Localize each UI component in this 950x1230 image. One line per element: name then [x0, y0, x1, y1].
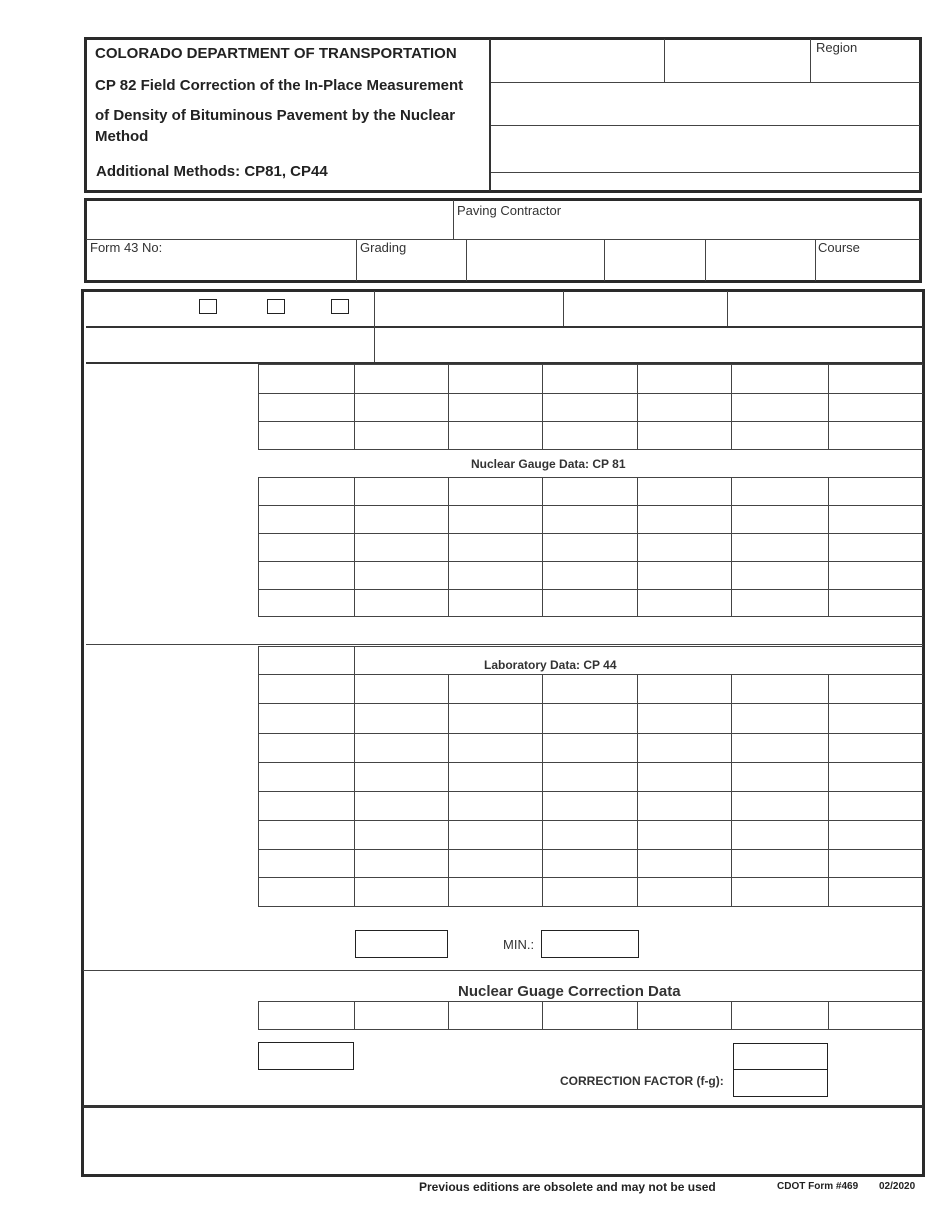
grid-row-line	[258, 820, 923, 821]
correction-factor-box[interactable]	[733, 1069, 828, 1097]
grid-col-line	[731, 674, 732, 906]
header-field-divider-2	[810, 39, 811, 82]
checkbox-row-line	[86, 326, 923, 328]
header-field-divider-1	[664, 39, 665, 82]
region-label: Region	[816, 40, 858, 55]
grid-col-line	[258, 1001, 259, 1029]
grid-col-line	[542, 364, 543, 449]
info-divider-1	[563, 291, 564, 326]
additional-methods: Additional Methods: CP81, CP44	[96, 163, 328, 180]
project-divider-2	[466, 239, 467, 281]
form-revision: 02/2020	[879, 1181, 916, 1192]
correction-heading: Nuclear Guage Correction Data	[458, 983, 681, 1000]
grid-row-line	[258, 674, 923, 675]
info-divider-2	[727, 291, 728, 326]
grid-row-line	[258, 421, 923, 422]
contractor-divider	[453, 200, 454, 239]
grid-row-line	[258, 477, 923, 478]
grid-row-line	[258, 1001, 923, 1002]
grid-col-line	[828, 364, 829, 449]
min-label: MIN.:	[503, 937, 535, 952]
obsolete-notice: Previous editions are obsolete and may not be used	[419, 1180, 716, 1194]
grading-label: Grading	[360, 240, 407, 255]
grid-col-line	[354, 1001, 355, 1029]
grid-col-line	[731, 1001, 732, 1029]
grid-col-line	[354, 674, 355, 906]
lab-top-line	[258, 646, 923, 647]
project-divider-4	[705, 239, 706, 281]
grid-col-line	[448, 1001, 449, 1029]
form-id: CDOT Form #469	[777, 1181, 859, 1192]
grid-col-line	[354, 364, 355, 449]
grid-col-line	[448, 674, 449, 906]
checkbox-divider	[374, 291, 375, 362]
grid-col-line	[258, 477, 259, 616]
grid-col-line	[637, 1001, 638, 1029]
grid-col-line	[448, 477, 449, 616]
form-title-line-1: CP 82 Field Correction of the In-Place Measurement	[95, 77, 464, 94]
form-title-line-2: of Density of Bituminous Pavement by the Nuclear	[95, 107, 456, 124]
header-row-line-1	[491, 82, 920, 83]
header-row-line-3	[491, 172, 920, 173]
grid-col-line	[258, 674, 259, 906]
grid-row-line	[258, 533, 923, 534]
grid-col-line	[542, 1001, 543, 1029]
min-value-box[interactable]	[541, 930, 639, 958]
option-checkbox-3[interactable]	[331, 299, 349, 314]
project-divider-3	[604, 239, 605, 281]
grid-col-line	[637, 674, 638, 906]
grid-col-line	[731, 364, 732, 449]
paving-contractor-label: Paving Contractor	[457, 203, 562, 218]
header-row-line-2	[491, 125, 920, 126]
grid-row-line	[258, 762, 923, 763]
form-title-line-3: Method	[95, 128, 149, 145]
lab-col-line-1	[258, 646, 259, 674]
grid-row-line	[258, 393, 923, 394]
gauge-title-line	[258, 449, 923, 450]
grid-col-line	[828, 1001, 829, 1029]
grid-col-line	[258, 364, 259, 449]
grid-col-line	[542, 477, 543, 616]
grid-row-line	[258, 703, 923, 704]
form43-label: Form 43 No:	[90, 240, 163, 255]
course-divider	[815, 239, 816, 281]
correction-input-box[interactable]	[258, 1042, 354, 1070]
course-label: Course	[818, 240, 860, 255]
grid-row-line	[258, 364, 923, 365]
grid-col-line	[637, 364, 638, 449]
option-checkbox-2[interactable]	[267, 299, 285, 314]
grid-col-line	[828, 674, 829, 906]
header-divider	[489, 39, 491, 191]
grid-row-line	[258, 505, 923, 506]
option-checkbox-1[interactable]	[199, 299, 217, 314]
remarks-line	[83, 1105, 923, 1108]
grid-row-line	[258, 791, 923, 792]
grading-divider	[356, 239, 357, 281]
grid-col-line	[542, 674, 543, 906]
agency-name: COLORADO DEPARTMENT OF TRANSPORTATION	[95, 45, 457, 62]
grid-col-line	[828, 477, 829, 616]
grid-row-line	[258, 589, 923, 590]
grid-col-line	[354, 477, 355, 616]
min-row-bottom-line	[83, 970, 923, 971]
correction-factor-box-upper[interactable]	[733, 1043, 828, 1070]
grid-row-line	[258, 1029, 923, 1030]
nuclear-gauge-heading: Nuclear Gauge Data: CP 81	[471, 457, 626, 471]
grid-col-line	[448, 364, 449, 449]
grid-row-line	[258, 849, 923, 850]
project-row-line	[86, 239, 920, 240]
average-value-box[interactable]	[355, 930, 448, 958]
grid-row-line	[258, 733, 923, 734]
grid-col-line	[731, 477, 732, 616]
gauge-bottom-line	[86, 644, 923, 645]
grid-col-line	[637, 477, 638, 616]
lab-col-line-2	[354, 646, 355, 674]
grid-row-line	[258, 877, 923, 878]
laboratory-heading: Laboratory Data: CP 44	[484, 658, 617, 672]
correction-factor-label: CORRECTION FACTOR (f-g):	[560, 1074, 724, 1088]
grid-row-line	[258, 561, 923, 562]
grid-row-line	[258, 906, 923, 907]
grid-row-line	[258, 616, 923, 617]
